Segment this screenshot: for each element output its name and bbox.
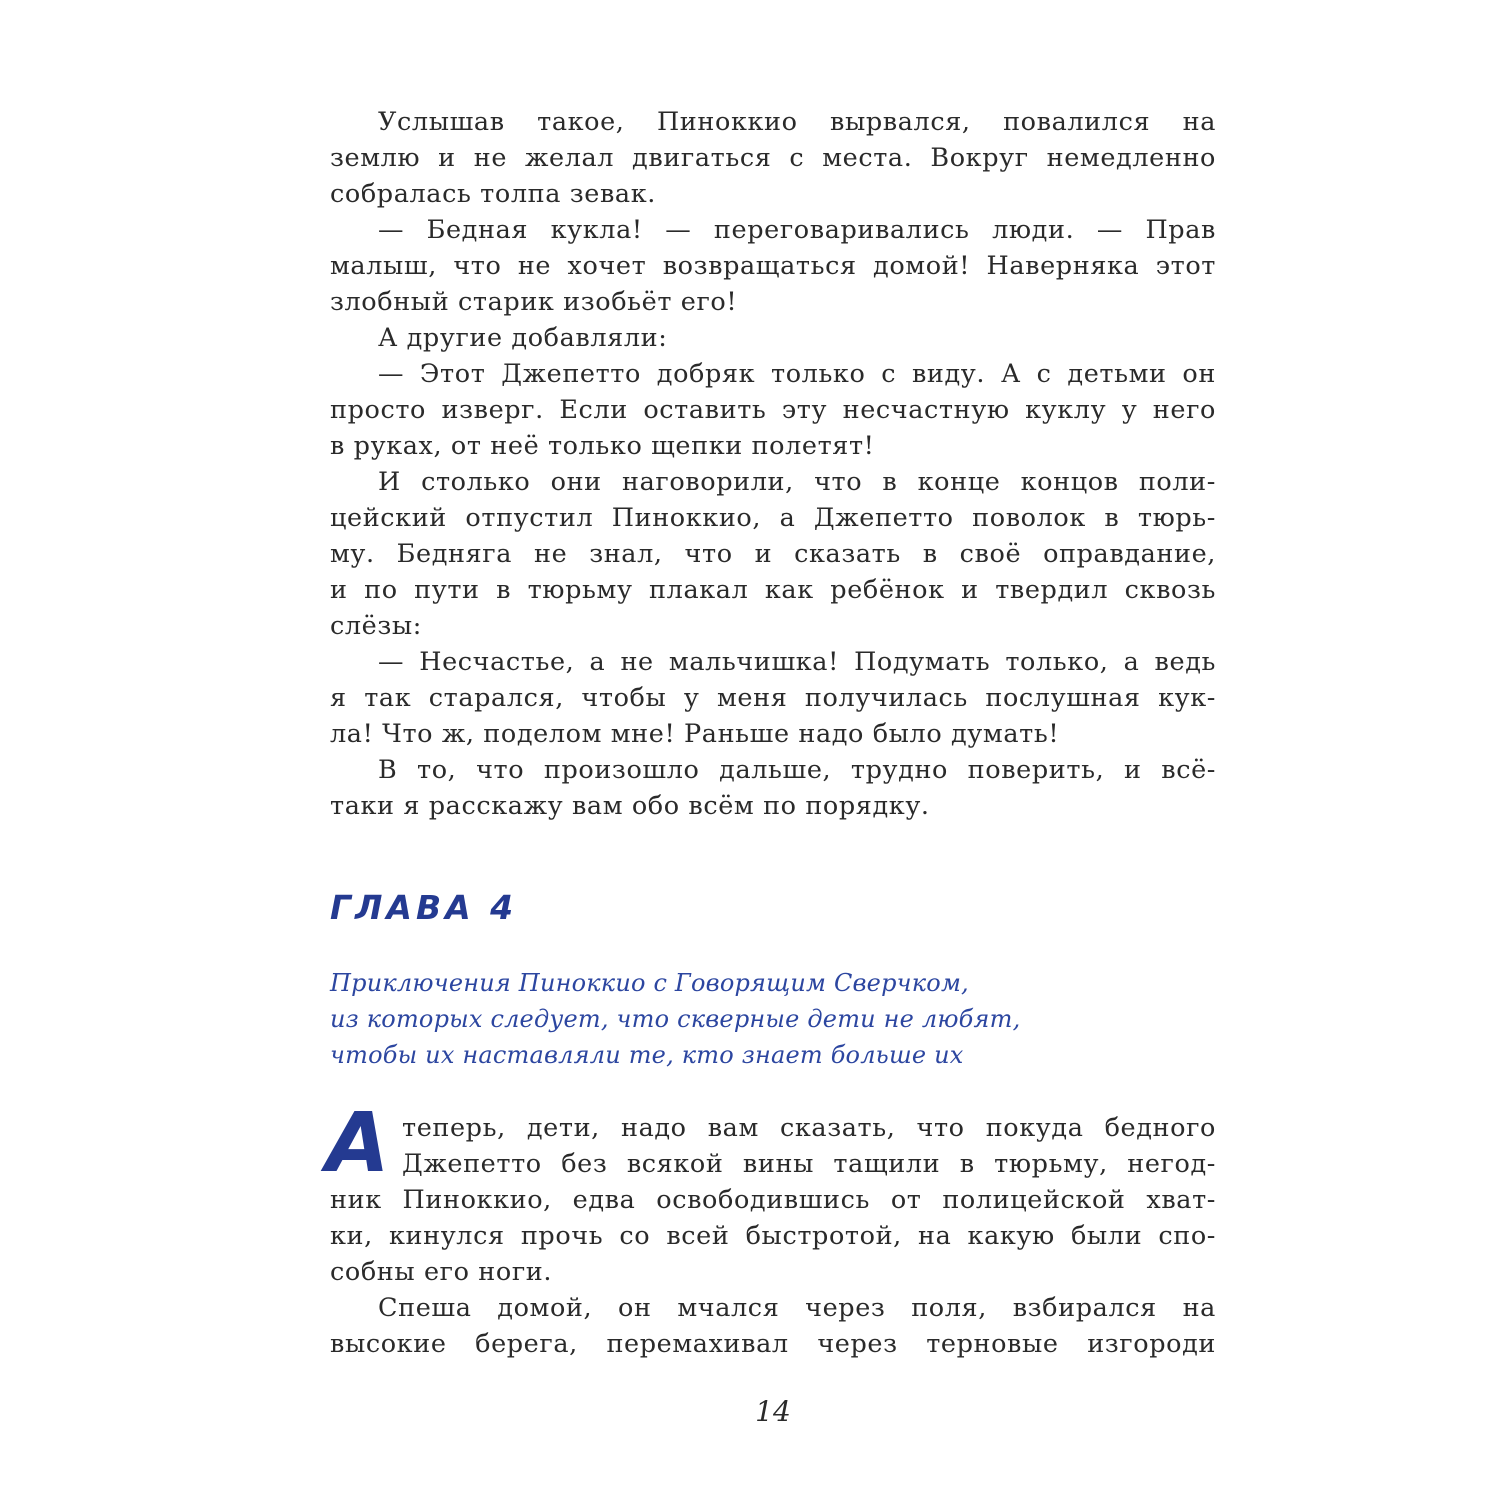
text-line: слёзы: (330, 611, 422, 641)
subtitle-line: Приключения Пиноккио с Говорящим Сверчком, (330, 969, 969, 997)
text-line: цейский отпустил Пиноккио, а Джепетто поволок в тюрь- (330, 503, 1216, 533)
text-line: собны его ноги. (330, 1257, 553, 1287)
subtitle-line: чтобы их наставляли те, кто знает больше их (330, 1041, 964, 1069)
text-line: А другие добавляли: (378, 323, 668, 353)
text-line: малыш, что не хочет возвращаться домой! Наверняка этот (330, 251, 1216, 281)
text-line: землю и не желал двигаться с места. Вокруг немедленно (330, 143, 1216, 173)
text-line: таки я расскажу вам обо всём по порядку. (330, 791, 930, 821)
text-line: Джепетто без всякой вины тащили в тюрьму, негод- (402, 1149, 1216, 1179)
chapter-heading: ГЛАВА 4 (330, 888, 518, 927)
text-line: И столько они наговорили, что в конце концов поли- (378, 467, 1216, 497)
text-line: — Бедная кукла! — переговаривались люди. — Прав (378, 215, 1216, 245)
text-line: му. Бедняга не знал, что и сказать в своё оправдание, (330, 539, 1216, 569)
text-line: теперь, дети, надо вам сказать, что покуда бедного (402, 1113, 1216, 1143)
text-line: — Этот Джепетто добряк только с виду. А с детьми он (378, 359, 1216, 389)
text-line: Услышав такое, Пиноккио вырвался, повалился на (378, 107, 1216, 137)
text-line: злобный старик изобьёт его! (330, 287, 738, 317)
subtitle-line: из которых следует, что скверные дети не любят, (330, 1005, 1021, 1033)
text-line: собралась толпа зевак. (330, 179, 656, 209)
text-line: — Несчастье, а не мальчишка! Подумать только, а ведь (378, 647, 1216, 677)
text-line: ла! Что ж, поделом мне! Раньше надо было думать! (330, 719, 1060, 749)
text-line: В то, что произошло дальше, трудно поверить, и всё- (378, 755, 1216, 785)
drop-cap: А (326, 1096, 390, 1191)
text-line: я так старался, чтобы у меня получилась послушная кук- (330, 683, 1216, 713)
text-line: в руках, от неё только щепки полетят! (330, 431, 875, 461)
text-line: и по пути в тюрьму плакал как ребёнок и твердил сквозь (330, 575, 1216, 605)
text-line: ки, кинулся прочь со всей быстротой, на какую были спо- (330, 1221, 1216, 1251)
text-line: ник Пиноккио, едва освободившись от полицейской хват- (330, 1185, 1216, 1215)
text-line: просто изверг. Если оставить эту несчастную куклу у него (330, 395, 1216, 425)
page-number: 14 (755, 1395, 791, 1428)
text-line: высокие берега, перемахивал через терновые изгороди (330, 1329, 1216, 1359)
text-line: Спеша домой, он мчался через поля, взбирался на (378, 1293, 1216, 1323)
